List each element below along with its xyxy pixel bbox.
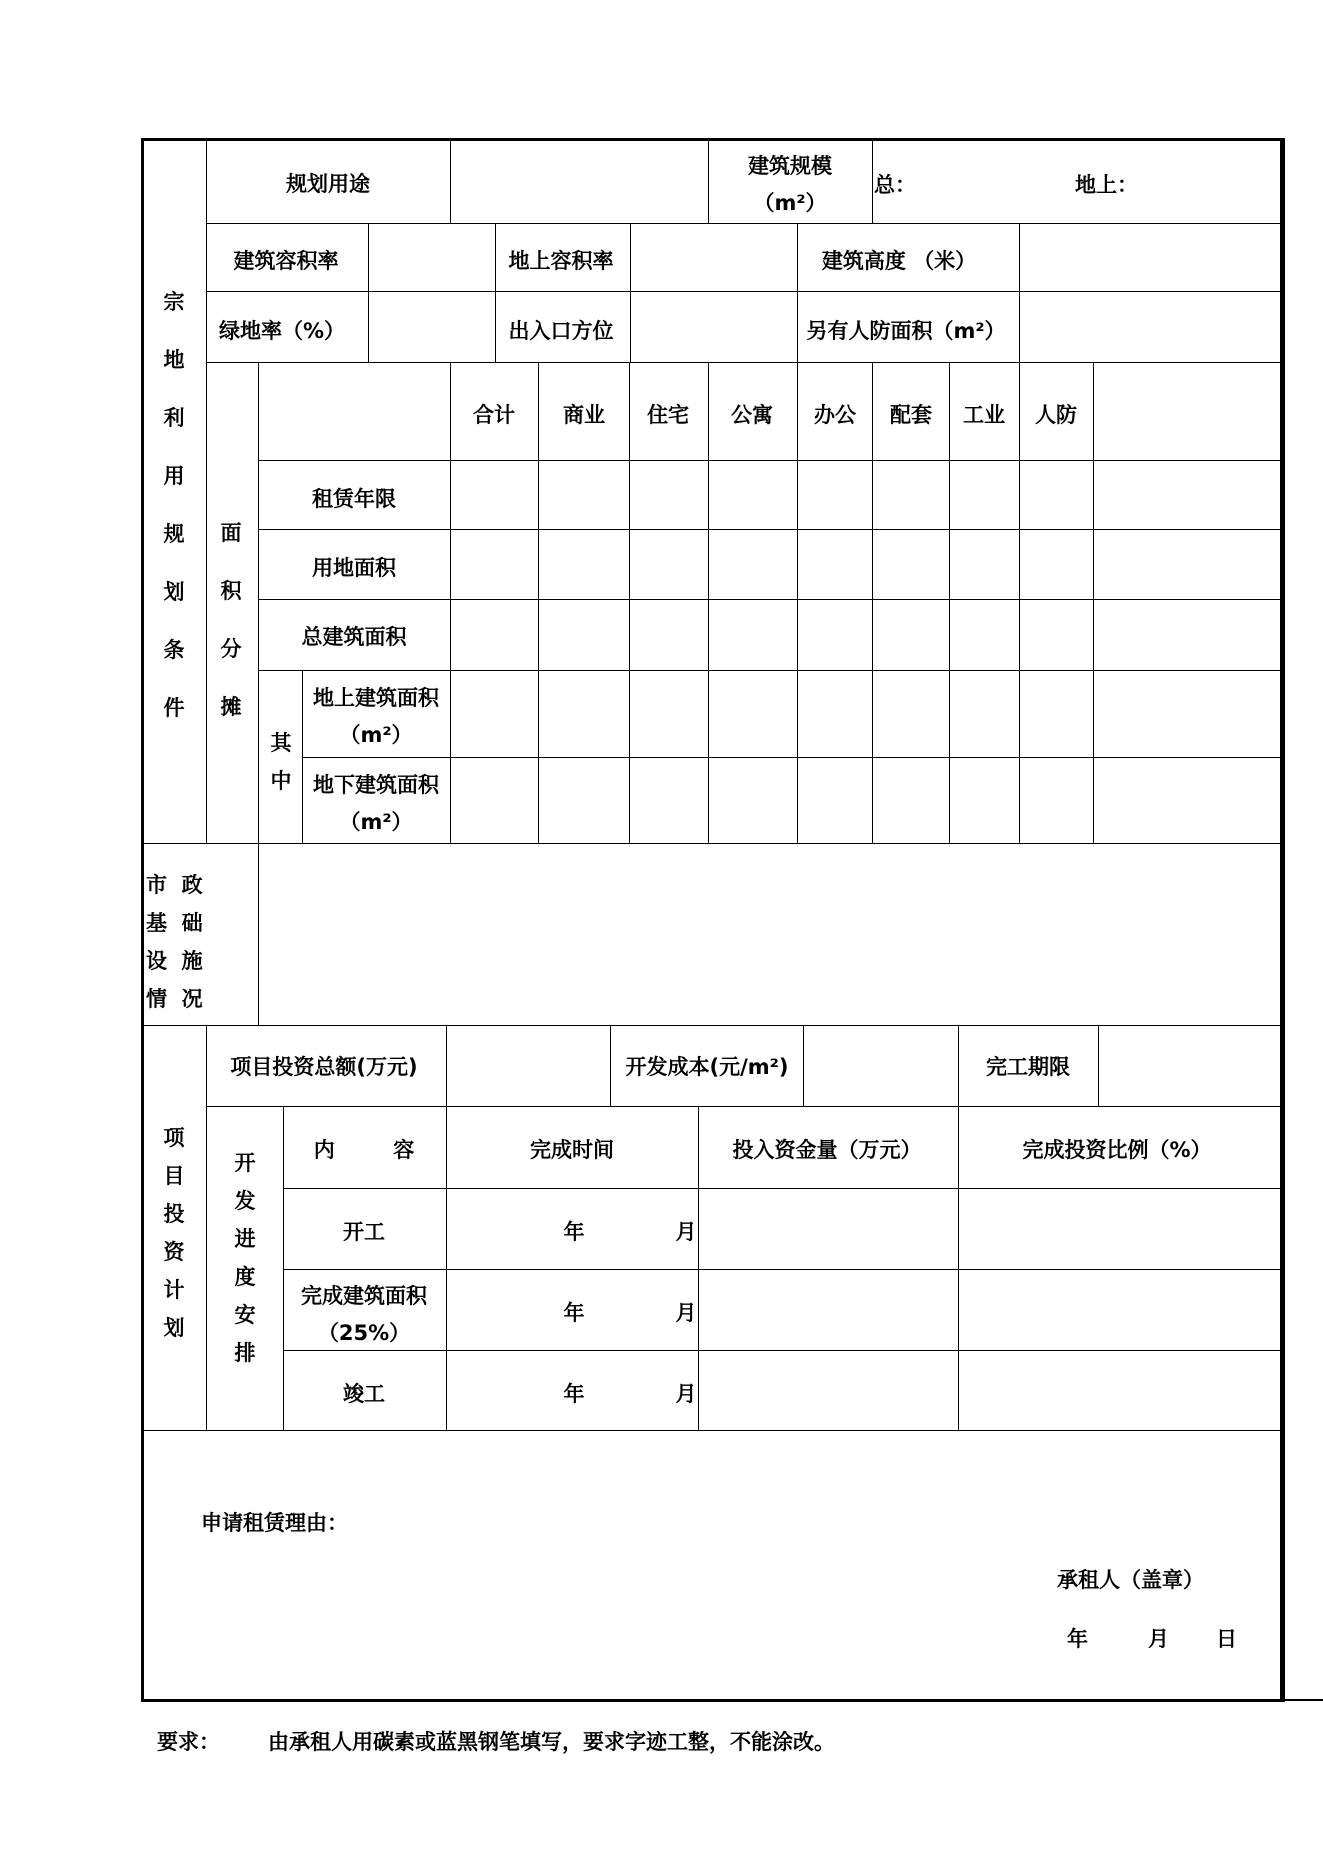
schedule-row-label: 完成建筑面积 bbox=[301, 1283, 427, 1308]
entrance-direction-label: 出入口方位 bbox=[508, 318, 614, 343]
of-which-label: 其中 bbox=[270, 731, 292, 793]
schedule-row-month: 月 bbox=[675, 1300, 697, 1325]
plot-ratio-label: 建筑容积率 bbox=[233, 248, 339, 273]
schedule-row-amount[interactable] bbox=[700, 1190, 958, 1270]
completion-deadline-label: 完工期限 bbox=[986, 1054, 1070, 1079]
above-ground-area-label: 地上建筑面积 bbox=[313, 685, 439, 710]
civil-defense-area-label: 另有人防面积（m²） bbox=[806, 318, 1006, 343]
col-residential: 住宅 bbox=[647, 402, 689, 427]
content-header: 内 容 bbox=[313, 1137, 415, 1162]
development-schedule-title: 开发进度安排 bbox=[234, 1151, 256, 1365]
lease-term-label: 租赁年限 bbox=[312, 486, 396, 511]
underground-area-unit: （m²） bbox=[339, 809, 413, 834]
building-scale-unit: （m²） bbox=[753, 190, 827, 215]
col-industrial: 工业 bbox=[963, 402, 1005, 427]
lessee-seal-label: 承租人（盖章） bbox=[1057, 1568, 1204, 1592]
above-ground-ratio-field[interactable] bbox=[631, 224, 797, 291]
schedule-row-ratio[interactable] bbox=[960, 1270, 1282, 1350]
schedule-row-label-sub: （25%） bbox=[317, 1320, 411, 1345]
schedule-row-amount[interactable] bbox=[700, 1270, 958, 1350]
schedule-row-ratio[interactable] bbox=[960, 1190, 1282, 1270]
col-commercial: 商业 bbox=[563, 402, 605, 427]
requirement-label: 要求： bbox=[157, 1730, 220, 1754]
col-apartment: 公寓 bbox=[731, 402, 773, 427]
plot-ratio-field[interactable] bbox=[369, 224, 495, 291]
total-investment-field[interactable] bbox=[447, 1026, 610, 1106]
schedule-row-year: 年 bbox=[563, 1300, 585, 1325]
above-ground-area-unit: （m²） bbox=[339, 722, 413, 747]
lease-reason-field[interactable] bbox=[145, 1434, 1281, 1698]
completion-deadline-field[interactable] bbox=[1099, 1026, 1281, 1106]
land-area-label: 用地面积 bbox=[312, 555, 396, 580]
area-allocation-title: 面积分摊 bbox=[220, 521, 242, 719]
date-day-label: 日 bbox=[1216, 1627, 1237, 1651]
entrance-direction-field[interactable] bbox=[631, 292, 797, 362]
building-scale-label: 建筑规模 bbox=[748, 153, 832, 178]
col-civil-defense: 人防 bbox=[1035, 402, 1077, 427]
municipal-infrastructure-title: 市 政 基 础 设 施 情 况 bbox=[146, 873, 203, 1011]
building-height-label: 建筑高度 （米） bbox=[821, 248, 977, 273]
investment-ratio-header: 完成投资比例（%） bbox=[1022, 1137, 1212, 1162]
date-month-label: 月 bbox=[1148, 1627, 1169, 1651]
col-supporting: 配套 bbox=[890, 402, 932, 427]
lease-reason-label: 申请租赁理由： bbox=[201, 1511, 348, 1535]
schedule-row-label: 竣工 bbox=[343, 1381, 385, 1406]
total-scale-label: 总： bbox=[874, 173, 916, 197]
capital-amount-header: 投入资金量（万元） bbox=[732, 1137, 922, 1162]
planned-use-label: 规划用途 bbox=[286, 171, 370, 196]
schedule-row-year: 年 bbox=[563, 1381, 585, 1406]
schedule-row-month: 月 bbox=[675, 1381, 697, 1406]
total-investment-label: 项目投资总额(万元) bbox=[230, 1054, 418, 1079]
schedule-row-label: 开工 bbox=[343, 1219, 385, 1244]
green-ratio-field[interactable] bbox=[369, 292, 495, 362]
development-cost-field[interactable] bbox=[804, 1026, 958, 1106]
total-floor-area-label: 总建筑面积 bbox=[301, 624, 407, 649]
requirement-note bbox=[157, 1726, 835, 1756]
development-cost-label: 开发成本(元/m²) bbox=[625, 1054, 789, 1079]
above-ground-ratio-label: 地上容积率 bbox=[508, 248, 614, 273]
investment-plan-title: 项目投资计划 bbox=[163, 1126, 185, 1340]
section-land-use-title: 宗地利用规划条件 bbox=[163, 290, 185, 720]
green-ratio-label: 绿地率（%） bbox=[218, 318, 346, 343]
above-ground-scale-label: 地上： bbox=[1075, 173, 1138, 197]
completion-time-header: 完成时间 bbox=[530, 1137, 614, 1162]
building-height-field[interactable] bbox=[1020, 224, 1280, 291]
underground-area-label: 地下建筑面积 bbox=[313, 772, 439, 797]
civil-defense-area-field[interactable] bbox=[1020, 292, 1280, 362]
col-office: 办公 bbox=[814, 402, 856, 427]
date-year-label: 年 bbox=[1067, 1627, 1088, 1651]
schedule-row-amount[interactable] bbox=[700, 1352, 958, 1432]
col-total: 合计 bbox=[473, 402, 515, 427]
requirement-text: 由承租人用碳素或蓝黑钢笔填写，要求字迹工整，不能涂改。 bbox=[268, 1730, 835, 1754]
municipal-infrastructure-field[interactable] bbox=[259, 844, 1281, 1024]
schedule-row-year: 年 bbox=[563, 1219, 585, 1244]
schedule-row-ratio[interactable] bbox=[960, 1352, 1282, 1432]
schedule-row-month: 月 bbox=[675, 1219, 697, 1244]
planned-use-field[interactable] bbox=[451, 139, 708, 223]
